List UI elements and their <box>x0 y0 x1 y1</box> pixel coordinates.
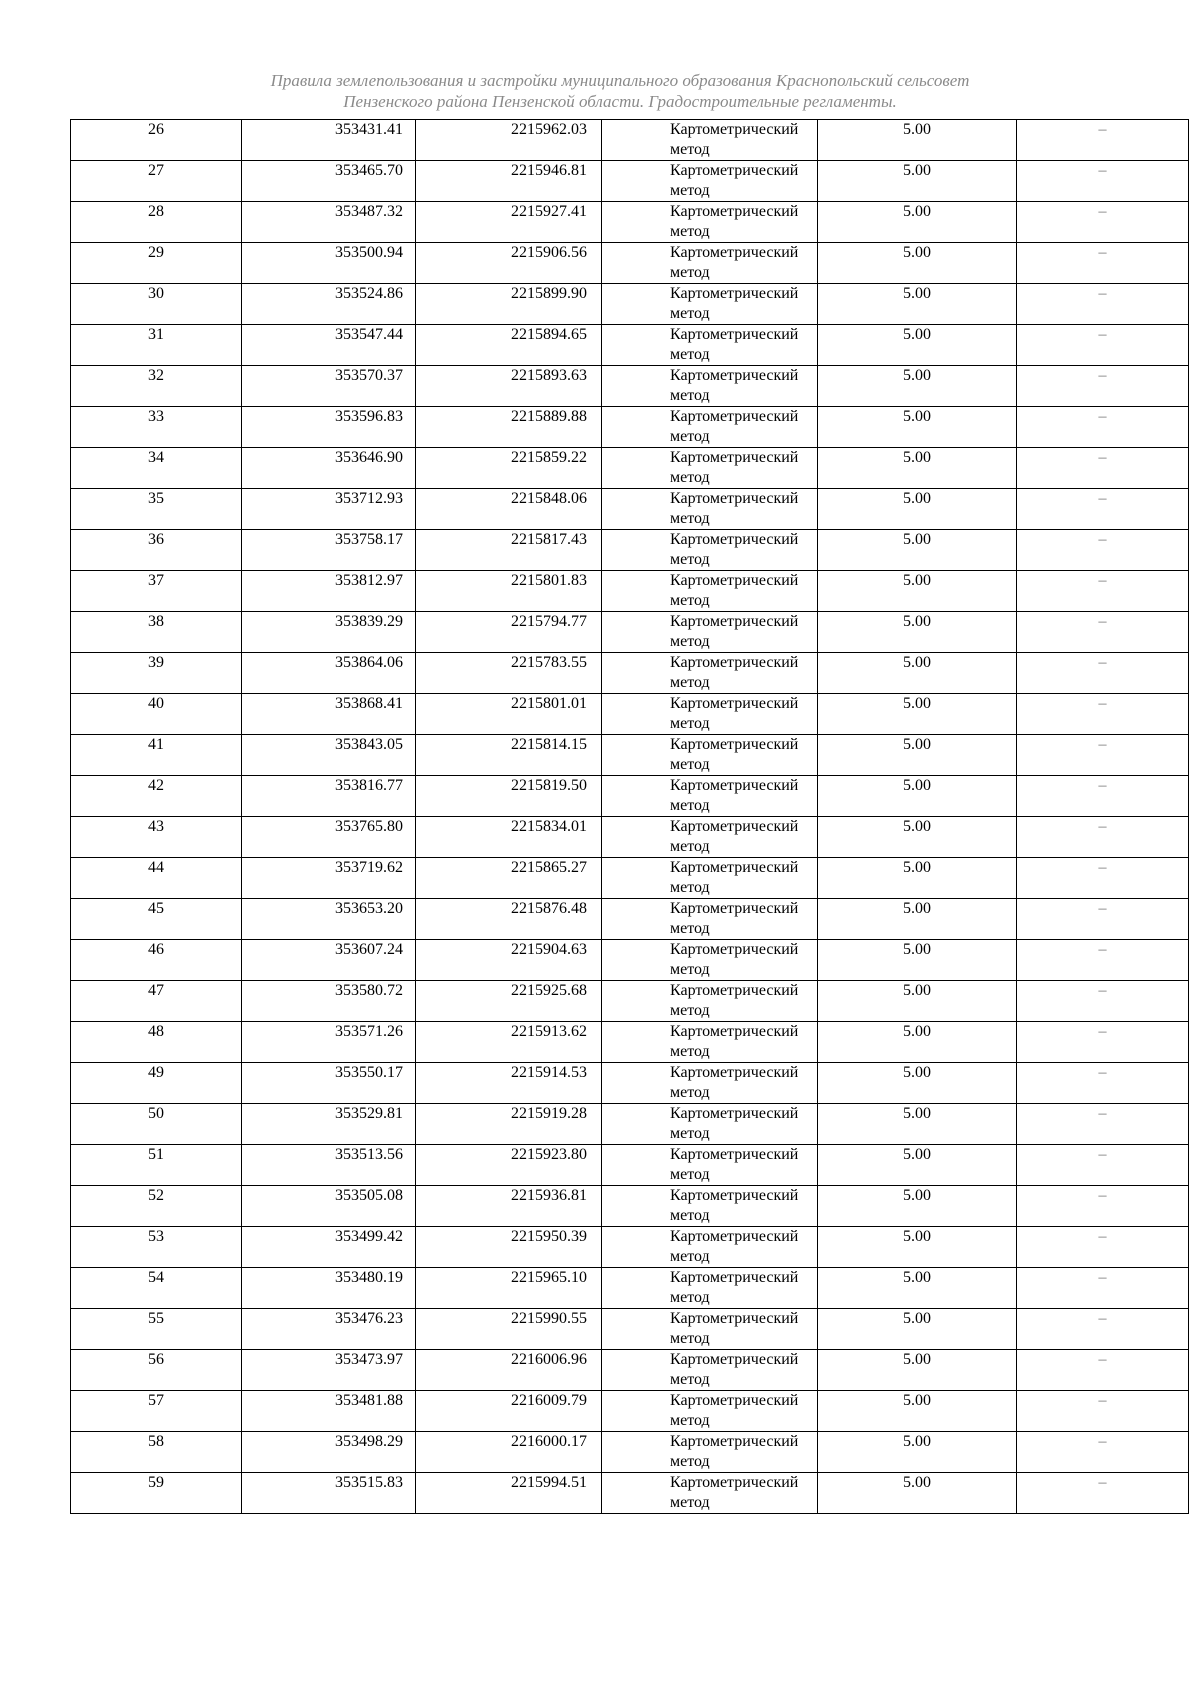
point-number-cell: 40 <box>71 694 242 735</box>
x-coordinate-cell: 353465.70 <box>242 161 416 202</box>
description-cell: – <box>1017 1473 1189 1514</box>
point-number-cell: 39 <box>71 653 242 694</box>
method-cell: Картометрический метод <box>602 120 818 161</box>
table-row <box>71 489 1189 530</box>
method-cell: Картометрический метод <box>602 899 818 940</box>
description-cell: – <box>1017 571 1189 612</box>
point-number-cell: 50 <box>71 1104 242 1145</box>
x-coordinate-cell: 353550.17 <box>242 1063 416 1104</box>
x-coordinate-cell: 353499.42 <box>242 1227 416 1268</box>
accuracy-cell: 5.00 <box>818 120 1017 161</box>
description-cell: – <box>1017 1022 1189 1063</box>
point-number-cell: 47 <box>71 981 242 1022</box>
y-coordinate-cell: 2215859.22 <box>416 448 602 489</box>
description-cell: – <box>1017 284 1189 325</box>
y-coordinate-cell: 2215965.10 <box>416 1268 602 1309</box>
point-number-cell: 31 <box>71 325 242 366</box>
accuracy-cell: 5.00 <box>818 981 1017 1022</box>
x-coordinate-cell: 353524.86 <box>242 284 416 325</box>
accuracy-cell: 5.00 <box>818 448 1017 489</box>
description-cell: – <box>1017 1063 1189 1104</box>
description-cell: – <box>1017 1227 1189 1268</box>
description-cell: – <box>1017 1145 1189 1186</box>
description-cell: – <box>1017 1104 1189 1145</box>
table-row <box>71 161 1189 202</box>
x-coordinate-cell: 353476.23 <box>242 1309 416 1350</box>
accuracy-cell: 5.00 <box>818 653 1017 694</box>
method-cell: Картометрический метод <box>602 1186 818 1227</box>
y-coordinate-cell: 2215906.56 <box>416 243 602 284</box>
accuracy-cell: 5.00 <box>818 1432 1017 1473</box>
y-coordinate-cell: 2215889.88 <box>416 407 602 448</box>
x-coordinate-cell: 353580.72 <box>242 981 416 1022</box>
method-cell: Картометрический метод <box>602 1473 818 1514</box>
description-cell: – <box>1017 858 1189 899</box>
point-number-cell: 34 <box>71 448 242 489</box>
accuracy-cell: 5.00 <box>818 1391 1017 1432</box>
table-row <box>71 1063 1189 1104</box>
point-number-cell: 36 <box>71 530 242 571</box>
point-number-cell: 27 <box>71 161 242 202</box>
description-cell: – <box>1017 120 1189 161</box>
method-cell: Картометрический метод <box>602 1145 818 1186</box>
y-coordinate-cell: 2215936.81 <box>416 1186 602 1227</box>
y-coordinate-cell: 2215794.77 <box>416 612 602 653</box>
y-coordinate-cell: 2215914.53 <box>416 1063 602 1104</box>
x-coordinate-cell: 353839.29 <box>242 612 416 653</box>
x-coordinate-cell: 353505.08 <box>242 1186 416 1227</box>
accuracy-cell: 5.00 <box>818 571 1017 612</box>
point-number-cell: 30 <box>71 284 242 325</box>
point-number-cell: 58 <box>71 1432 242 1473</box>
table-row <box>71 1268 1189 1309</box>
table-row <box>71 284 1189 325</box>
coordinates-table <box>70 119 1189 1514</box>
y-coordinate-cell: 2215834.01 <box>416 817 602 858</box>
y-coordinate-cell: 2215904.63 <box>416 940 602 981</box>
page-header <box>150 70 1090 112</box>
table-row <box>71 1145 1189 1186</box>
table-row <box>71 1432 1189 1473</box>
x-coordinate-cell: 353712.93 <box>242 489 416 530</box>
x-coordinate-cell: 353646.90 <box>242 448 416 489</box>
y-coordinate-cell: 2215950.39 <box>416 1227 602 1268</box>
accuracy-cell: 5.00 <box>818 161 1017 202</box>
table-row <box>71 571 1189 612</box>
x-coordinate-cell: 353529.81 <box>242 1104 416 1145</box>
y-coordinate-cell: 2215865.27 <box>416 858 602 899</box>
table-row <box>71 1104 1189 1145</box>
y-coordinate-cell: 2215927.41 <box>416 202 602 243</box>
x-coordinate-cell: 353816.77 <box>242 776 416 817</box>
description-cell: – <box>1017 448 1189 489</box>
y-coordinate-cell: 2215990.55 <box>416 1309 602 1350</box>
description-cell: – <box>1017 1186 1189 1227</box>
y-coordinate-cell: 2215946.81 <box>416 161 602 202</box>
y-coordinate-cell: 2215962.03 <box>416 120 602 161</box>
accuracy-cell: 5.00 <box>818 817 1017 858</box>
point-number-cell: 51 <box>71 1145 242 1186</box>
method-cell: Картометрический метод <box>602 202 818 243</box>
description-cell: – <box>1017 489 1189 530</box>
method-cell: Картометрический метод <box>602 161 818 202</box>
point-number-cell: 29 <box>71 243 242 284</box>
method-cell: Картометрический метод <box>602 1268 818 1309</box>
table-row <box>71 120 1189 161</box>
x-coordinate-cell: 353864.06 <box>242 653 416 694</box>
description-cell: – <box>1017 366 1189 407</box>
method-cell: Картометрический метод <box>602 858 818 899</box>
y-coordinate-cell: 2215894.65 <box>416 325 602 366</box>
description-cell: – <box>1017 325 1189 366</box>
table-row <box>71 735 1189 776</box>
point-number-cell: 42 <box>71 776 242 817</box>
table-row <box>71 858 1189 899</box>
accuracy-cell: 5.00 <box>818 940 1017 981</box>
point-number-cell: 44 <box>71 858 242 899</box>
description-cell: – <box>1017 1391 1189 1432</box>
point-number-cell: 53 <box>71 1227 242 1268</box>
method-cell: Картометрический метод <box>602 817 818 858</box>
y-coordinate-cell: 2216006.96 <box>416 1350 602 1391</box>
table-row <box>71 366 1189 407</box>
method-cell: Картометрический метод <box>602 694 818 735</box>
point-number-cell: 43 <box>71 817 242 858</box>
x-coordinate-cell: 353843.05 <box>242 735 416 776</box>
table-row <box>71 1350 1189 1391</box>
method-cell: Картометрический метод <box>602 530 818 571</box>
y-coordinate-cell: 2215783.55 <box>416 653 602 694</box>
method-cell: Картометрический метод <box>602 776 818 817</box>
table-row <box>71 1227 1189 1268</box>
header-line-1: Правила землепользования и застройки муниципального образования Краснопольский сельсовет <box>270 71 970 90</box>
point-number-cell: 32 <box>71 366 242 407</box>
method-cell: Картометрический метод <box>602 366 818 407</box>
description-cell: – <box>1017 694 1189 735</box>
table-row <box>71 694 1189 735</box>
method-cell: Картометрический метод <box>602 612 818 653</box>
table-row <box>71 940 1189 981</box>
y-coordinate-cell: 2215899.90 <box>416 284 602 325</box>
point-number-cell: 48 <box>71 1022 242 1063</box>
accuracy-cell: 5.00 <box>818 407 1017 448</box>
coordinates-table-body <box>71 120 1189 1514</box>
table-row <box>71 448 1189 489</box>
y-coordinate-cell: 2215893.63 <box>416 366 602 407</box>
x-coordinate-cell: 353868.41 <box>242 694 416 735</box>
description-cell: – <box>1017 817 1189 858</box>
method-cell: Картометрический метод <box>602 653 818 694</box>
accuracy-cell: 5.00 <box>818 776 1017 817</box>
description-cell: – <box>1017 776 1189 817</box>
method-cell: Картометрический метод <box>602 325 818 366</box>
method-cell: Картометрический метод <box>602 448 818 489</box>
table-row <box>71 407 1189 448</box>
method-cell: Картометрический метод <box>602 284 818 325</box>
x-coordinate-cell: 353513.56 <box>242 1145 416 1186</box>
x-coordinate-cell: 353758.17 <box>242 530 416 571</box>
method-cell: Картометрический метод <box>602 940 818 981</box>
x-coordinate-cell: 353480.19 <box>242 1268 416 1309</box>
description-cell: – <box>1017 981 1189 1022</box>
accuracy-cell: 5.00 <box>818 694 1017 735</box>
method-cell: Картометрический метод <box>602 1104 818 1145</box>
point-number-cell: 37 <box>71 571 242 612</box>
description-cell: – <box>1017 612 1189 653</box>
method-cell: Картометрический метод <box>602 243 818 284</box>
accuracy-cell: 5.00 <box>818 1145 1017 1186</box>
method-cell: Картометрический метод <box>602 1227 818 1268</box>
point-number-cell: 59 <box>71 1473 242 1514</box>
description-cell: – <box>1017 530 1189 571</box>
x-coordinate-cell: 353596.83 <box>242 407 416 448</box>
point-number-cell: 52 <box>71 1186 242 1227</box>
table-row <box>71 1186 1189 1227</box>
method-cell: Картометрический метод <box>602 1063 818 1104</box>
x-coordinate-cell: 353481.88 <box>242 1391 416 1432</box>
point-number-cell: 55 <box>71 1309 242 1350</box>
description-cell: – <box>1017 940 1189 981</box>
point-number-cell: 26 <box>71 120 242 161</box>
description-cell: – <box>1017 1350 1189 1391</box>
x-coordinate-cell: 353473.97 <box>242 1350 416 1391</box>
x-coordinate-cell: 353719.62 <box>242 858 416 899</box>
method-cell: Картометрический метод <box>602 571 818 612</box>
point-number-cell: 28 <box>71 202 242 243</box>
table-row <box>71 612 1189 653</box>
y-coordinate-cell: 2216000.17 <box>416 1432 602 1473</box>
point-number-cell: 46 <box>71 940 242 981</box>
table-row <box>71 899 1189 940</box>
accuracy-cell: 5.00 <box>818 1104 1017 1145</box>
accuracy-cell: 5.00 <box>818 1227 1017 1268</box>
accuracy-cell: 5.00 <box>818 284 1017 325</box>
x-coordinate-cell: 353765.80 <box>242 817 416 858</box>
accuracy-cell: 5.00 <box>818 612 1017 653</box>
method-cell: Картометрический метод <box>602 981 818 1022</box>
table-row <box>71 1391 1189 1432</box>
y-coordinate-cell: 2215819.50 <box>416 776 602 817</box>
table-row <box>71 202 1189 243</box>
table-row <box>71 776 1189 817</box>
accuracy-cell: 5.00 <box>818 899 1017 940</box>
table-row <box>71 653 1189 694</box>
x-coordinate-cell: 353515.83 <box>242 1473 416 1514</box>
description-cell: – <box>1017 735 1189 776</box>
x-coordinate-cell: 353607.24 <box>242 940 416 981</box>
point-number-cell: 57 <box>71 1391 242 1432</box>
table-row <box>71 1309 1189 1350</box>
description-cell: – <box>1017 202 1189 243</box>
accuracy-cell: 5.00 <box>818 1063 1017 1104</box>
accuracy-cell: 5.00 <box>818 202 1017 243</box>
method-cell: Картометрический метод <box>602 735 818 776</box>
method-cell: Картометрический метод <box>602 489 818 530</box>
y-coordinate-cell: 2215919.28 <box>416 1104 602 1145</box>
x-coordinate-cell: 353431.41 <box>242 120 416 161</box>
method-cell: Картометрический метод <box>602 1350 818 1391</box>
y-coordinate-cell: 2215923.80 <box>416 1145 602 1186</box>
y-coordinate-cell: 2215994.51 <box>416 1473 602 1514</box>
accuracy-cell: 5.00 <box>818 530 1017 571</box>
method-cell: Картометрический метод <box>602 1391 818 1432</box>
accuracy-cell: 5.00 <box>818 1268 1017 1309</box>
method-cell: Картометрический метод <box>602 1432 818 1473</box>
accuracy-cell: 5.00 <box>818 1186 1017 1227</box>
method-cell: Картометрический метод <box>602 407 818 448</box>
accuracy-cell: 5.00 <box>818 858 1017 899</box>
point-number-cell: 35 <box>71 489 242 530</box>
description-cell: – <box>1017 243 1189 284</box>
method-cell: Картометрический метод <box>602 1022 818 1063</box>
description-cell: – <box>1017 1268 1189 1309</box>
point-number-cell: 49 <box>71 1063 242 1104</box>
y-coordinate-cell: 2215817.43 <box>416 530 602 571</box>
accuracy-cell: 5.00 <box>818 243 1017 284</box>
x-coordinate-cell: 353653.20 <box>242 899 416 940</box>
table-row <box>71 981 1189 1022</box>
description-cell: – <box>1017 1432 1189 1473</box>
accuracy-cell: 5.00 <box>818 1350 1017 1391</box>
description-cell: – <box>1017 161 1189 202</box>
description-cell: – <box>1017 899 1189 940</box>
y-coordinate-cell: 2215876.48 <box>416 899 602 940</box>
point-number-cell: 33 <box>71 407 242 448</box>
table-row <box>71 817 1189 858</box>
table-row <box>71 530 1189 571</box>
x-coordinate-cell: 353500.94 <box>242 243 416 284</box>
table-row <box>71 325 1189 366</box>
header-line-2: Пензенского района Пензенской области. Градостроительные регламенты. <box>343 92 897 111</box>
method-cell: Картометрический метод <box>602 1309 818 1350</box>
x-coordinate-cell: 353570.37 <box>242 366 416 407</box>
y-coordinate-cell: 2215814.15 <box>416 735 602 776</box>
y-coordinate-cell: 2215801.83 <box>416 571 602 612</box>
y-coordinate-cell: 2215925.68 <box>416 981 602 1022</box>
accuracy-cell: 5.00 <box>818 325 1017 366</box>
y-coordinate-cell: 2216009.79 <box>416 1391 602 1432</box>
x-coordinate-cell: 353812.97 <box>242 571 416 612</box>
x-coordinate-cell: 353498.29 <box>242 1432 416 1473</box>
x-coordinate-cell: 353571.26 <box>242 1022 416 1063</box>
description-cell: – <box>1017 1309 1189 1350</box>
y-coordinate-cell: 2215913.62 <box>416 1022 602 1063</box>
point-number-cell: 56 <box>71 1350 242 1391</box>
accuracy-cell: 5.00 <box>818 1022 1017 1063</box>
accuracy-cell: 5.00 <box>818 489 1017 530</box>
y-coordinate-cell: 2215848.06 <box>416 489 602 530</box>
x-coordinate-cell: 353487.32 <box>242 202 416 243</box>
point-number-cell: 41 <box>71 735 242 776</box>
description-cell: – <box>1017 653 1189 694</box>
description-cell: – <box>1017 407 1189 448</box>
point-number-cell: 45 <box>71 899 242 940</box>
table-row <box>71 1473 1189 1514</box>
point-number-cell: 38 <box>71 612 242 653</box>
point-number-cell: 54 <box>71 1268 242 1309</box>
accuracy-cell: 5.00 <box>818 366 1017 407</box>
table-row <box>71 243 1189 284</box>
y-coordinate-cell: 2215801.01 <box>416 694 602 735</box>
accuracy-cell: 5.00 <box>818 1309 1017 1350</box>
accuracy-cell: 5.00 <box>818 1473 1017 1514</box>
table-row <box>71 1022 1189 1063</box>
accuracy-cell: 5.00 <box>818 735 1017 776</box>
x-coordinate-cell: 353547.44 <box>242 325 416 366</box>
